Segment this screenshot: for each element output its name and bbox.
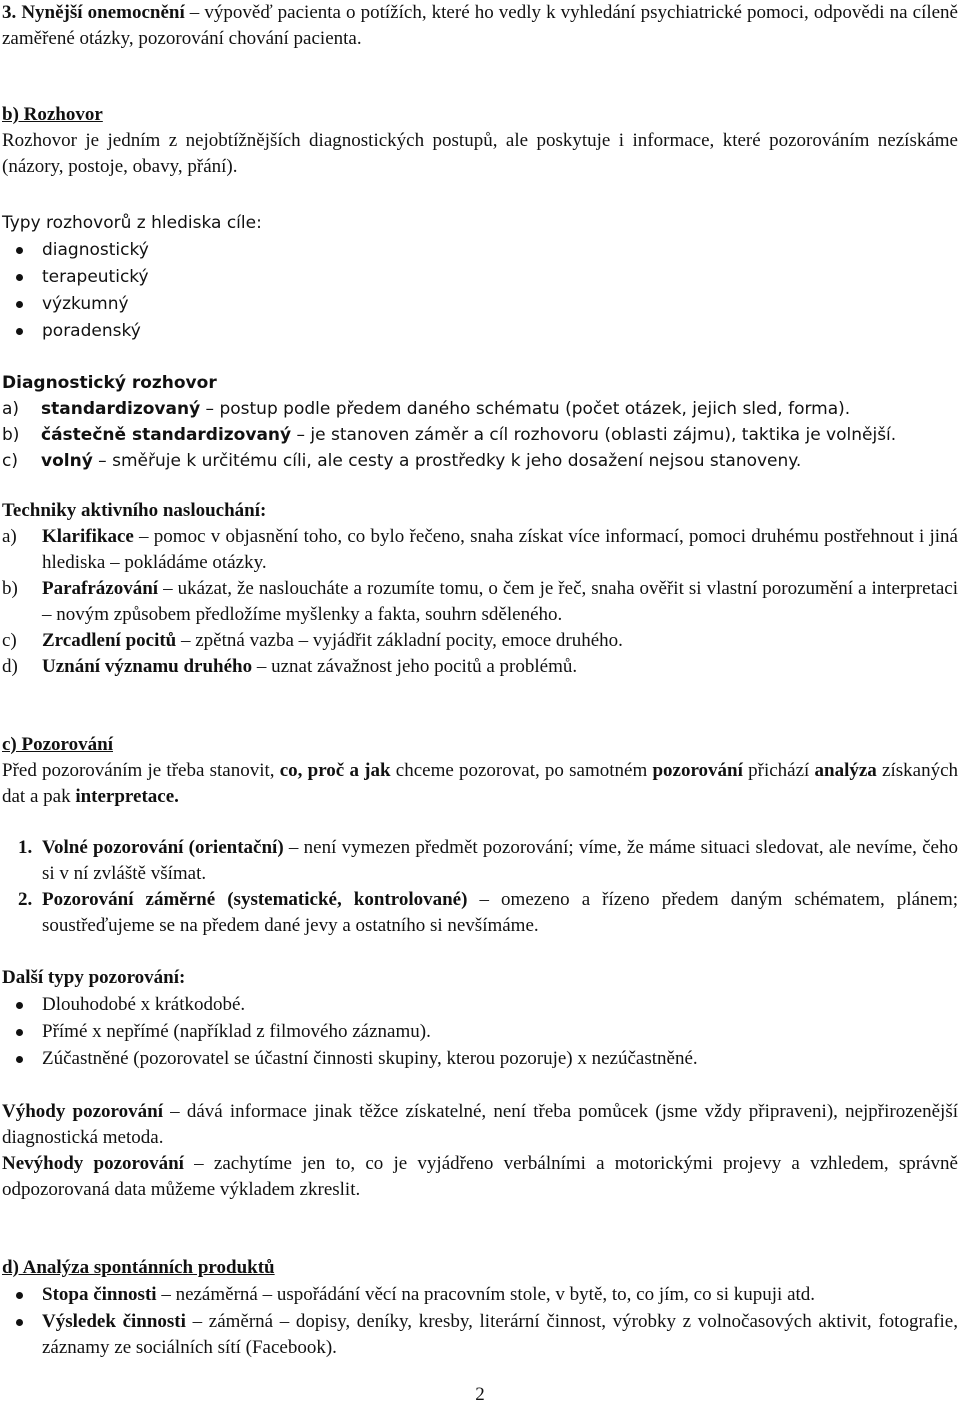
disadvantages-paragraph: Nevýhody pozorování – zachytíme jen to, co je vyjádřeno verbálními a motorickými projevy a vzhledem, správně odpozorovaná data můžeme výkladem zkreslit.: [2, 1153, 958, 1200]
other-observation-heading: Další typy pozorování:: [2, 967, 186, 988]
section-d-heading: d) Analýza spontánních produktů: [2, 1257, 275, 1278]
bullet-icon: [16, 1056, 23, 1063]
advantages-paragraph: Výhody pozorování – dává informace jinak těžce získatelné, není třeba pomůcek (jsme vždy připraveni), nejpřirozenější diagnostická metoda.: [2, 1101, 958, 1148]
section-3-title: 3. Nynější onemocnění: [2, 2, 185, 23]
section-c-heading: c) Pozorování: [2, 734, 113, 755]
section-3-paragraph: 3. Nynější onemocnění – výpověď pacienta o potížích, které ho vedly k vyhledání psychiatrické pomoci, odpovědi na cíleně zaměřené otázky, pozorování chování pacienta.: [2, 2, 958, 49]
active-listening-heading: Techniky aktivního naslouchání:: [2, 500, 267, 521]
section-c-intro: Před pozorováním je třeba stanovit, co, proč a jak chceme pozorovat, po samotném pozorování přichází analýza získaných dat a pak interpretace.: [2, 760, 958, 807]
diagnostic-interview-heading: Diagnostický rozhovor: [2, 373, 217, 393]
document-page: 3. Nynější onemocnění – výpověď pacienta o potížích, které ho vedly k vyhledání psychiatrické pomoci, odpovědi na cíleně zaměřené otázky, pozorování chování pacienta. b) Rozhovor Rozhovor je jedním z nejobtížnějších diagnostických postupů, ale poskytuje i informace, které pozorováním nezískáme (názory, postoje, obavy, přání). Typy rozhovorů z hlediska cíle: diagnostický terapeutický výzkumný poradenský Diagnostický rozhovor a) standardizovaný – postup podle předem daného schématu (počet otázek, jejich sled, forma). b) částečně standardizovaný – je stanoven záměr a cíl rozhovoru (oblasti zájmu), taktika je volnější. c) volný – směřuje k určitému cíli, ale cesty a prostředky k jeho dosažení nejsou stanoveny. Techniky aktivního naslouchání: a) Klarifikace – pomoc v objasnění toho, co bylo řečeno, snaha získat více informací, pomoci druhému postřehnout i jiná hlediska – pokládáme otázky. b) Parafrázování – ukázat, že nasloucháte a rozumíte tomu, o čem je řeč, snaha ověřit si vlastní porozumění a interpretaci – novým způsobem předložíme myšlenky a fakta, souhrn sděleného. c) Zrcadlení pocitů – zpětná vazba – vyjádřit základní pocity, emoce druhého. d) Uznání významu druhého – uznat závažnost jeho pocitů a problémů. c) Pozorování Před pozorováním je třeba stanovit, co, proč a jak chceme pozorovat, po samotném pozorování přichází analýza získaných dat a pak interpretace. 1. Volné pozorování (orientační) – není vymezen předmět pozorování; víme, že máme situaci sledovat, ale nevíme, čeho si v ní zvláště všímat. 2. Pozorování záměrné (systematické, kontrolované) – omezeno a řízeno předem daným schématem, plánem; soustřeďujeme se na předem dané jevy a ostatního si nevšímáme. Další typy pozorování: Dlouhodobé x krátkodobé. Přímé x nepřímé (například z filmového záznamu). Zúčastněné (pozorovatel se účastní činnosti skupiny, kterou pozoruje) x nezúčastněné. Výhody pozorování – dává informace jinak těžce získatelné, není třeba pomůcek (jsme vždy připraveni), nejpřirozenější diagnostická metoda. Nevýhody pozorování – zachytíme jen to, co je vyjádřeno verbálními a motorickými projevy a vzhledem, správně odpozorovaná data můžeme výkladem zkreslit. d) Analýza spontánních produktů Stopa činnosti – nezáměrná – uspořádání věcí na pracovním stole, v bytě, to, co jím, co si kupuji atd. Výsledek činnosti – záměrná – dopisy, deníky, kresby, literární činnost, výrobky z volnočasových aktivit, fotografie, záznamy ze sociálních sítí (Facebook). 2: [0, 0, 960, 1404]
section-b-intro: Rozhovor je jedním z nejobtížnějších diagnostických postupů, ale poskytuje i informace, které pozorováním nezískáme (názory, postoje, obavy, přání).: [2, 130, 958, 177]
section-b-heading: b) Rozhovor: [2, 104, 103, 125]
bullet-icon: [16, 328, 23, 335]
interview-types-label: Typy rozhovorů z hlediska cíle:: [2, 213, 262, 233]
bullet-icon: [16, 301, 23, 308]
bullet-icon: [16, 1029, 23, 1036]
bullet-icon: [16, 1292, 23, 1299]
bullet-icon: [16, 247, 23, 254]
bullet-icon: [16, 274, 23, 281]
bullet-icon: [16, 1319, 23, 1326]
bullet-icon: [16, 1002, 23, 1009]
page-number: 2: [475, 1384, 485, 1405]
